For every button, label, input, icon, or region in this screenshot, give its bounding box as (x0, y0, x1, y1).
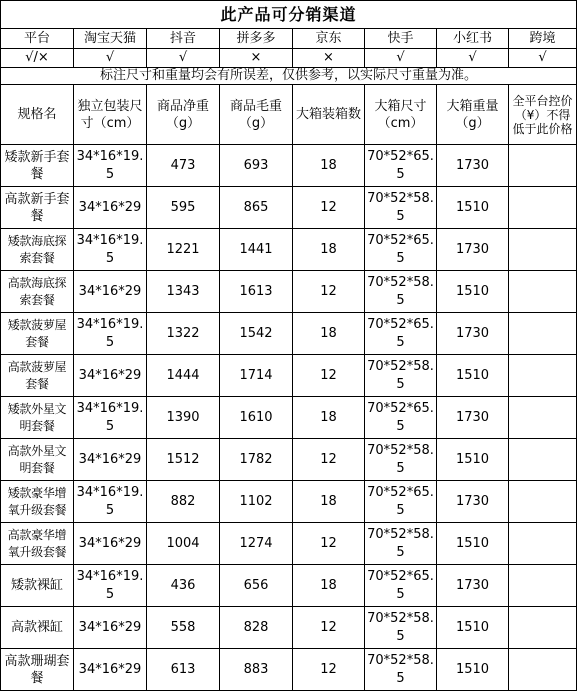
availability-mark: × (220, 49, 293, 68)
platform-xiaohongshu: 小红书 (437, 29, 509, 49)
box-weight-cell: 1510 (437, 607, 509, 649)
package-size-cell: 34*16*29 (74, 439, 147, 481)
box-size-cell: 70*52*58.5 (365, 649, 437, 691)
box-weight-cell: 1510 (437, 649, 509, 691)
spec-name-cell: 高款外星文明套餐 (1, 439, 74, 481)
box-weight-cell: 1730 (437, 565, 509, 607)
box-size-cell: 70*52*58.5 (365, 439, 437, 481)
availability-mark: × (293, 49, 365, 68)
package-size-cell: 34*16*29 (74, 607, 147, 649)
spec-name-cell: 矮款豪华增氧升级套餐 (1, 481, 74, 523)
box-qty-cell: 18 (293, 397, 365, 439)
spec-name-cell: 矮款菠萝屋套餐 (1, 313, 74, 355)
box-size-cell: 70*52*65.5 (365, 145, 437, 187)
box-size-cell: 70*52*58.5 (365, 355, 437, 397)
spec-name-cell: 高款豪华增氧升级套餐 (1, 523, 74, 565)
spec-name-cell: 高款裸缸 (1, 607, 74, 649)
box-qty-cell: 12 (293, 439, 365, 481)
header-box-qty: 大箱装箱数 (293, 85, 365, 145)
platform-cross-border: 跨境 (509, 29, 577, 49)
spec-name-cell: 矮款裸缸 (1, 565, 74, 607)
package-size-cell: 34*16*19.5 (74, 481, 147, 523)
net-weight-cell: 1343 (147, 271, 220, 313)
box-weight-cell: 1510 (437, 187, 509, 229)
box-qty-cell: 12 (293, 187, 365, 229)
package-size-cell: 34*16*29 (74, 649, 147, 691)
box-size-cell: 70*52*65.5 (365, 481, 437, 523)
table-row (1, 187, 577, 229)
box-weight-cell: 1730 (437, 481, 509, 523)
net-weight-cell: 1512 (147, 439, 220, 481)
box-qty-cell: 12 (293, 355, 365, 397)
header-gross-weight: 商品毛重（g） (220, 85, 293, 145)
gross-weight-cell: 1102 (220, 481, 293, 523)
gross-weight-cell: 1610 (220, 397, 293, 439)
box-size-cell: 70*52*65.5 (365, 397, 437, 439)
table-row (1, 439, 577, 481)
net-weight-cell: 1444 (147, 355, 220, 397)
availability-row (1, 49, 577, 68)
price-control-cell (509, 565, 577, 607)
availability-mark: √ (365, 49, 437, 68)
box-weight-cell: 1510 (437, 355, 509, 397)
spec-name-cell: 高款菠萝屋套餐 (1, 355, 74, 397)
header-package-size: 独立包装尺寸（cm） (74, 85, 147, 145)
box-size-cell: 70*52*58.5 (365, 523, 437, 565)
box-weight-cell: 1730 (437, 229, 509, 271)
net-weight-cell: 595 (147, 187, 220, 229)
box-qty-cell: 12 (293, 607, 365, 649)
availability-legend: √/× (1, 49, 74, 68)
package-size-cell: 34*16*19.5 (74, 565, 147, 607)
package-size-cell: 34*16*19.5 (74, 397, 147, 439)
package-size-cell: 34*16*29 (74, 271, 147, 313)
net-weight-cell: 1221 (147, 229, 220, 271)
box-qty-cell: 12 (293, 649, 365, 691)
table-row (1, 313, 577, 355)
price-control-cell (509, 271, 577, 313)
spec-name-cell: 矮款海底探索套餐 (1, 229, 74, 271)
platform-taobao-tmall: 淘宝天猫 (74, 29, 147, 49)
box-weight-cell: 1730 (437, 397, 509, 439)
price-control-cell (509, 313, 577, 355)
price-control-cell (509, 187, 577, 229)
table-row (1, 271, 577, 313)
platform-kuaishou: 快手 (365, 29, 437, 49)
header-row (1, 85, 577, 145)
net-weight-cell: 558 (147, 607, 220, 649)
platform-row (1, 29, 577, 49)
gross-weight-cell: 656 (220, 565, 293, 607)
package-size-cell: 34*16*19.5 (74, 145, 147, 187)
net-weight-cell: 1322 (147, 313, 220, 355)
table-row (1, 229, 577, 271)
box-weight-cell: 1510 (437, 523, 509, 565)
box-size-cell: 70*52*65.5 (365, 313, 437, 355)
sheet-title: 此产品可分销渠道 (1, 1, 577, 29)
price-control-cell (509, 439, 577, 481)
box-weight-cell: 1510 (437, 439, 509, 481)
price-control-cell (509, 523, 577, 565)
package-size-cell: 34*16*19.5 (74, 229, 147, 271)
gross-weight-cell: 1782 (220, 439, 293, 481)
platform-label: 平台 (1, 29, 74, 49)
price-control-cell (509, 649, 577, 691)
box-weight-cell: 1730 (437, 313, 509, 355)
net-weight-cell: 1004 (147, 523, 220, 565)
box-size-cell: 70*52*58.5 (365, 607, 437, 649)
spec-name-cell: 高款珊瑚套餐 (1, 649, 74, 691)
header-box-size: 大箱尺寸（cm） (365, 85, 437, 145)
table-row (1, 649, 577, 691)
box-qty-cell: 12 (293, 523, 365, 565)
box-size-cell: 70*52*58.5 (365, 187, 437, 229)
box-size-cell: 70*52*65.5 (365, 229, 437, 271)
spec-name-cell: 矮款外星文明套餐 (1, 397, 74, 439)
price-control-cell (509, 355, 577, 397)
platform-pinduoduo: 拼多多 (220, 29, 293, 49)
gross-weight-cell: 865 (220, 187, 293, 229)
gross-weight-cell: 883 (220, 649, 293, 691)
price-control-cell (509, 607, 577, 649)
box-qty-cell: 18 (293, 481, 365, 523)
availability-mark: √ (509, 49, 577, 68)
spec-name-cell: 高款新手套餐 (1, 187, 74, 229)
gross-weight-cell: 1714 (220, 355, 293, 397)
table-row (1, 145, 577, 187)
table-row (1, 355, 577, 397)
package-size-cell: 34*16*19.5 (74, 313, 147, 355)
box-qty-cell: 18 (293, 313, 365, 355)
box-size-cell: 70*52*65.5 (365, 565, 437, 607)
header-spec-name: 规格名 (1, 85, 74, 145)
header-box-weight: 大箱重量（g） (437, 85, 509, 145)
table-row (1, 397, 577, 439)
gross-weight-cell: 1613 (220, 271, 293, 313)
price-control-cell (509, 229, 577, 271)
gross-weight-cell: 1441 (220, 229, 293, 271)
box-weight-cell: 1510 (437, 271, 509, 313)
availability-mark: √ (74, 49, 147, 68)
platform-douyin: 抖音 (147, 29, 220, 49)
net-weight-cell: 1390 (147, 397, 220, 439)
net-weight-cell: 473 (147, 145, 220, 187)
header-price-control: 全平台控价（¥）不得低于此价格 (509, 85, 577, 145)
package-size-cell: 34*16*29 (74, 523, 147, 565)
platform-jd: 京东 (293, 29, 365, 49)
package-size-cell: 34*16*29 (74, 187, 147, 229)
spec-name-cell: 矮款新手套餐 (1, 145, 74, 187)
box-qty-cell: 12 (293, 271, 365, 313)
package-size-cell: 34*16*29 (74, 355, 147, 397)
table-row (1, 565, 577, 607)
disclaimer-note: 标注尺寸和重量均会有所误差，仅供参考，以实际尺寸重量为准。 (1, 68, 577, 85)
availability-mark: √ (437, 49, 509, 68)
spec-name-cell: 高款海底探索套餐 (1, 271, 74, 313)
box-qty-cell: 18 (293, 145, 365, 187)
price-control-cell (509, 145, 577, 187)
gross-weight-cell: 1274 (220, 523, 293, 565)
net-weight-cell: 613 (147, 649, 220, 691)
gross-weight-cell: 1542 (220, 313, 293, 355)
box-qty-cell: 18 (293, 565, 365, 607)
box-size-cell: 70*52*58.5 (365, 271, 437, 313)
net-weight-cell: 436 (147, 565, 220, 607)
box-weight-cell: 1730 (437, 145, 509, 187)
net-weight-cell: 882 (147, 481, 220, 523)
gross-weight-cell: 828 (220, 607, 293, 649)
price-control-cell (509, 481, 577, 523)
table-row (1, 481, 577, 523)
box-qty-cell: 18 (293, 229, 365, 271)
gross-weight-cell: 693 (220, 145, 293, 187)
table-row (1, 523, 577, 565)
header-net-weight: 商品净重（g） (147, 85, 220, 145)
availability-mark: √ (147, 49, 220, 68)
table-row (1, 607, 577, 649)
price-control-cell (509, 397, 577, 439)
